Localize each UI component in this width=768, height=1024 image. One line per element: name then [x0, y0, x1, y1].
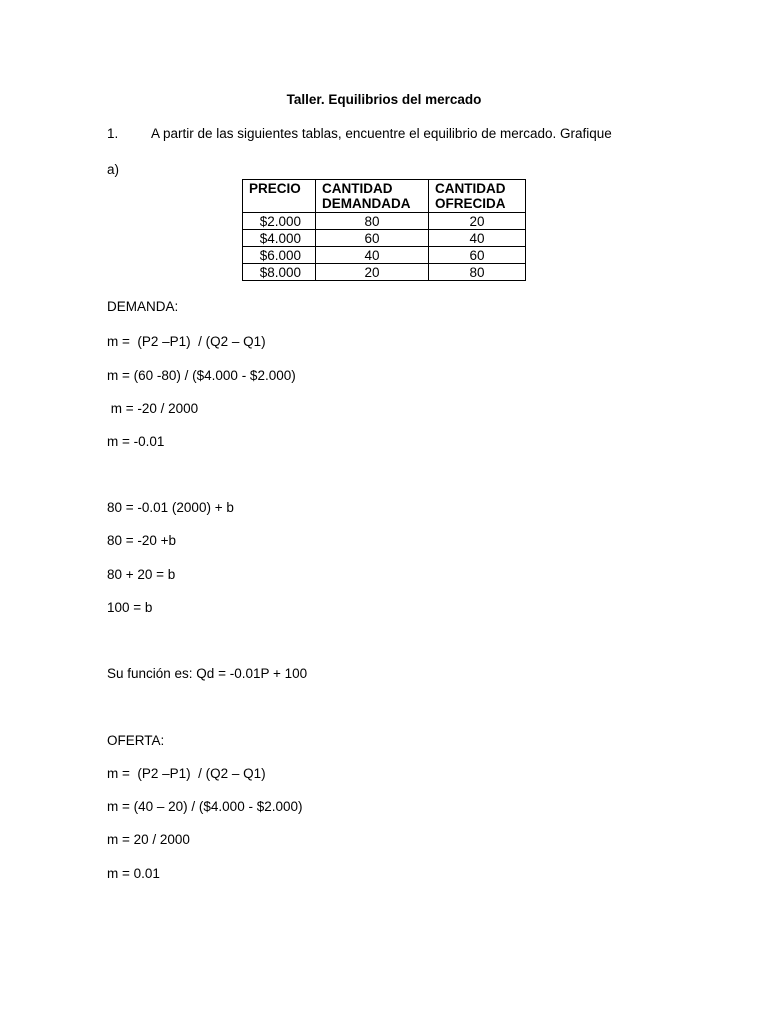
demand-function-line: Su función es: Qd = -0.01P + 100 — [107, 666, 308, 681]
header-cantidad-demandada — [316, 180, 429, 213]
header-text: PRECIO — [249, 181, 301, 196]
table-cell-demandada: 60 — [316, 230, 429, 247]
slope-formula-line: m = (P2 –P1) / (Q2 – Q1) — [107, 334, 266, 349]
table-cell-precio: $8.000 — [243, 264, 316, 281]
header-text: CANTIDAD — [322, 181, 393, 196]
demanda-heading: DEMANDA: — [107, 299, 179, 314]
table-cell-demandada: 20 — [316, 264, 429, 281]
table-header-row — [243, 180, 526, 213]
header-text: OFRECIDA — [435, 196, 506, 211]
math-line: m = -0.01 — [107, 434, 165, 449]
math-line: m = 20 / 2000 — [107, 832, 190, 847]
math-line: 80 + 20 = b — [107, 567, 176, 582]
table-row — [243, 264, 526, 281]
question-text: A partir de las siguientes tablas, encuentre el equilibrio de mercado. Grafique — [151, 126, 612, 141]
math-line: 100 = b — [107, 600, 153, 615]
table-cell-ofrecida: 40 — [429, 230, 526, 247]
slope-formula-line: m = (P2 –P1) / (Q2 – Q1) — [107, 766, 266, 781]
table-cell-ofrecida: 80 — [429, 264, 526, 281]
table-row — [243, 247, 526, 264]
table-cell-demandada: 80 — [316, 213, 429, 230]
table-row — [243, 213, 526, 230]
math-line: 80 = -20 +b — [107, 533, 177, 548]
table-cell-ofrecida: 20 — [429, 213, 526, 230]
math-line: 80 = -0.01 (2000) + b — [107, 500, 234, 515]
table-cell-precio: $6.000 — [243, 247, 316, 264]
sub-question-label: a) — [107, 162, 120, 177]
table-row — [243, 230, 526, 247]
document-title: Taller. Equilibrios del mercado — [286, 92, 482, 107]
table-cell-precio: $4.000 — [243, 230, 316, 247]
math-line: m = 0.01 — [107, 866, 160, 881]
header-cantidad-ofrecida — [429, 180, 526, 213]
oferta-heading: OFERTA: — [107, 733, 165, 748]
table-cell-demandada: 40 — [316, 247, 429, 264]
table-cell-ofrecida: 60 — [429, 247, 526, 264]
question-number: 1. — [107, 126, 119, 141]
header-text: CANTIDAD — [435, 181, 506, 196]
math-line: m = -20 / 2000 — [107, 401, 199, 416]
header-precio — [243, 180, 316, 213]
market-table — [242, 179, 526, 281]
header-text: DEMANDADA — [322, 196, 411, 211]
math-line: m = (60 -80) / ($4.000 - $2.000) — [107, 368, 296, 383]
table-cell-precio: $2.000 — [243, 213, 316, 230]
math-line: m = (40 – 20) / ($4.000 - $2.000) — [107, 799, 303, 814]
